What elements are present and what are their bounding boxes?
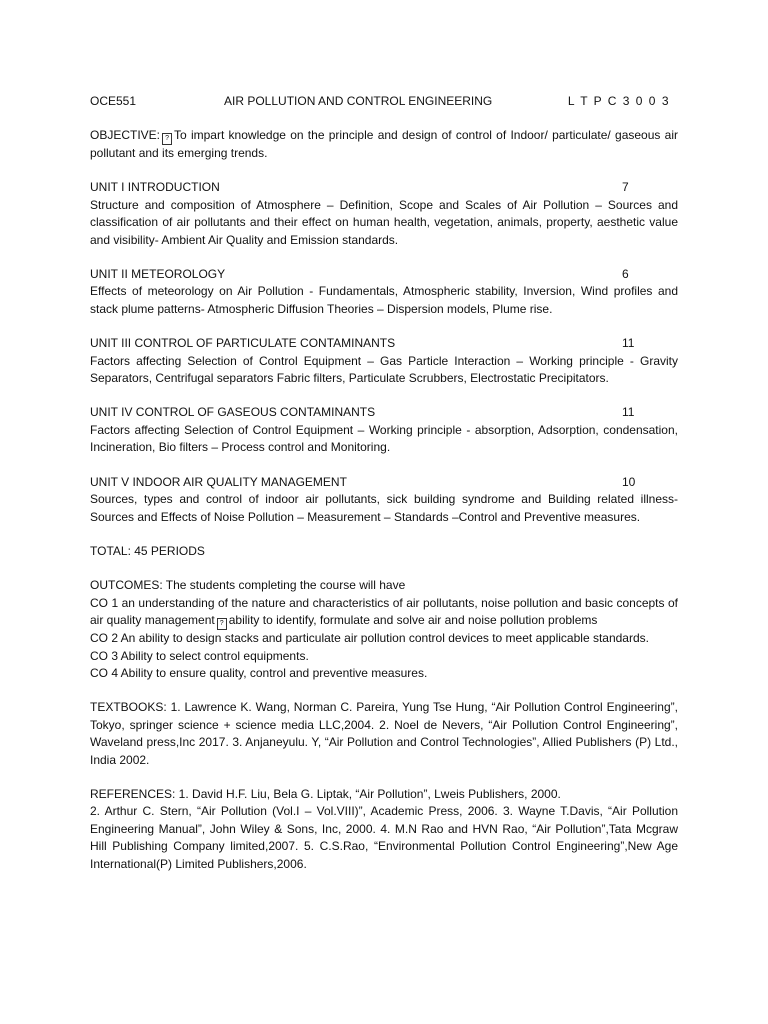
unit-3-title: UNIT III CONTROL OF PARTICULATE CONTAMINANTS	[90, 336, 396, 351]
unit-5-text: Sources, types and control of indoor air pollutants, sick building syndrome and Building related illness- Sources and Effects of Noise Pollution – Measurement – Standards –Control and Preventive measures.	[90, 492, 678, 524]
unit-1-hours: 7	[622, 180, 629, 195]
unit-3-hours: 11	[622, 336, 635, 351]
outcome-co4: CO 4 Ability to ensure quality, control and preventive measures.	[90, 665, 428, 680]
outcome-co1: CO 1 an understanding of the nature and characteristics of air pollutants, noise pollution and basic concepts of air quality management ? ability to identify, formulate and solve air and noise pollution problems	[90, 595, 678, 630]
unit-3-section	[90, 335, 678, 387]
references-rest: 2. Arthur C. Stern, “Air Pollution (Vol.I – Vol.VIII)”, Academic Press, 2006. 3. Wayne T.Davis, “Air Pollution Engineering Manual”, John Wiley & Sons, Inc, 2000. 4. M.N Rao and HVN Rao, “Air Pollution”,Tata Mcgraw Hill Publishing Company limited,2007. 5. C.S.Rao, “Environmental Pollution Control Engineering”,New Age International(P) Limited Publishers,2006.	[90, 804, 678, 871]
course-title: AIR POLLUTION AND CONTROL ENGINEERING	[224, 94, 493, 108]
textbooks-section: TEXTBOOKS: 1. Lawrence K. Wang, Norman C. Pareira, Yung Tse Hung, “Air Pollution Control Engineering”, Tokyo, springer science + science media LLC,2004. 2. Noel de Nevers, “Air Pollution Control Engineering”, Waveland press,Inc 2017. 3. Anjaneyulu. Y, “Air Pollution and Control Technologies”, Allied Publishers (P) Ltd., India 2002.	[90, 700, 678, 767]
outcome-co2: CO 2 An ability to design stacks and particulate air pollution control devices to meet applicable standards.	[90, 631, 649, 646]
references-line-1: REFERENCES: 1. David H.F. Liu, Bela G. Liptak, “Air Pollution”, Lweis Publishers, 2000.	[90, 786, 561, 801]
missing-glyph-icon: ?	[162, 133, 172, 145]
unit-1-text: Structure and composition of Atmosphere – Definition, Scope and Scales of Air Pollution – Sources and classification of air pollutants and their effect on human health, vegetation, animals, property, aesthetic value and visibility- Ambient Air Quality and Emission standards.	[90, 197, 678, 247]
course-header	[90, 93, 678, 110]
objective-label: OBJECTIVE:	[90, 128, 161, 142]
unit-2-hours: 6	[622, 267, 629, 282]
references-section	[90, 786, 678, 873]
outcomes-section	[90, 577, 678, 682]
unit-3-text: Factors affecting Selection of Control Equipment – Gas Particle Interaction – Working principle - Gravity Separators, Centrifugal separators Fabric filters, Particulate Scrubbers, Electrostatic Precipitators.	[90, 353, 678, 386]
total-periods: TOTAL: 45 PERIODS	[90, 543, 205, 558]
objective-text: To impart knowledge on the principle and design of control of Indoor/ particulate/ gaseous air pollutant and its emerging trends.	[90, 128, 678, 160]
unit-4-hours: 11	[622, 405, 635, 420]
course-code: OCE551	[90, 94, 137, 108]
unit-1-title: UNIT I INTRODUCTION	[90, 180, 220, 195]
course-ltpc: L T P C 3 0 0 3	[567, 94, 670, 108]
unit-5-title: UNIT V INDOOR AIR QUALITY MANAGEMENT	[90, 474, 347, 489]
unit-5-section	[90, 474, 678, 526]
unit-4-title: UNIT IV CONTROL OF GASEOUS CONTAMINANTS	[90, 405, 376, 420]
objective-section	[90, 127, 678, 162]
outcome-co3: CO 3 Ability to select control equipments.	[90, 648, 309, 663]
unit-4-section	[90, 404, 678, 456]
document-page	[90, 93, 678, 873]
unit-5-hours: 10	[622, 474, 636, 489]
missing-glyph-icon: ?	[217, 618, 227, 630]
unit-2-text: Effects of meteorology on Air Pollution - Fundamentals, Atmospheric stability, Inversion, Wind profiles and stack plume patterns- Atmospheric Diffusion Theories – Dispersion models, Plume rise.	[90, 284, 678, 316]
unit-4-text: Factors affecting Selection of Control Equipment – Working principle - absorption, Adsorption, condensation, Incineration, Bio filters – Process control and Monitoring.	[90, 422, 678, 455]
unit-2-title: UNIT II METEOROLOGY	[90, 267, 226, 282]
outcomes-intro: OUTCOMES: The students completing the course will have	[90, 578, 406, 593]
unit-1-section	[90, 179, 678, 249]
unit-2-section	[90, 266, 678, 318]
